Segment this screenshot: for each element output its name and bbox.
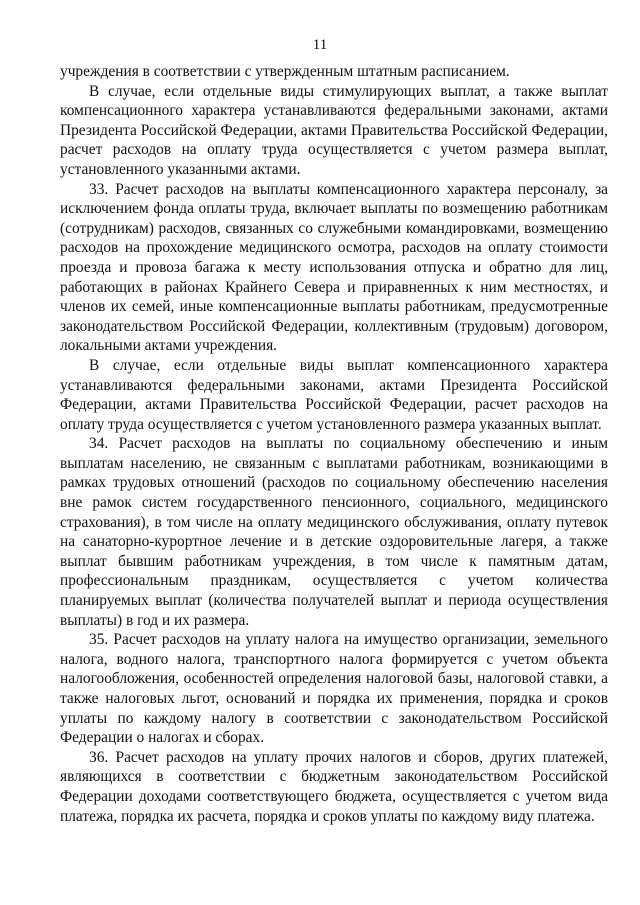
paragraph-36: 36. Расчет расходов на уплату прочих налогов и сборов, других платежей, являющихся в соответствии с бюджетным законодательством Российской Федерации доходами соответствующего бюджета, осуществляется с учетом вида платежа, порядка их расчета, порядка и сроков уплаты по каждому виду платежа. [60, 748, 608, 825]
document-body [60, 62, 608, 826]
page-number: 11 [312, 37, 328, 53]
paragraph-compensation-payments: В случае, если отдельные виды выплат компенсационного характера устанавливаются федеральными законами, актами Президента Российской Федерации, актами Правительства Российской Федерации, расчет расходов на оплату труда осуществляется с учетом установленного размера указанных выплат. [60, 356, 608, 433]
paragraph-35: 35. Расчет расходов на уплату налога на имущество организации, земельного налога, водного налога, транспортного налога формируется с учетом объекта налогообложения, особенностей определения налоговой базы, налоговой ставки, а также налоговых льгот, оснований и порядка их применения, порядка и сроков уплаты по каждому налогу в соответствии с законодательством Российской Федерации о налогах и сборах. [60, 631, 608, 747]
paragraph-34: 34. Расчет расходов на выплаты по социальному обеспечению и иным выплатам населению, не связанным с выплатами работникам, возникающими в рамках трудовых отношений (расходов по социальному обеспечению населения вне рамок систем государственного пенсионного, социального, медицинского страхования), в том числе на оплату медицинского обслуживания, оплату путевок на санаторно-курортное лечение и в детские оздоровительные лагеря, а также выплат бывшим работникам учреждения, в том числе к памятным датам, профессиональным праздникам, осуществляется с учетом количества планируемых выплат (количества получателей выплат и периода осуществления выплаты) в год и их размера. [60, 435, 608, 629]
paragraph-stimulating-payments: В случае, если отдельные виды стимулирующих выплат, а также выплат компенсационного характера устанавливаются федеральными законами, актами Президента Российской Федерации, актами Правительства Российской Федерации, расчет расходов на оплату труда осуществляется с учетом размера выплат, установленного указанными актами. [60, 82, 608, 178]
paragraph-continuation: учреждения в соответствии с утвержденным штатным расписанием. [60, 63, 510, 80]
paragraph-33: 33. Расчет расходов на выплаты компенсационного характера персоналу, за исключением фонда оплаты труда, включает выплаты по возмещению работникам (сотрудникам) расходов, связанных со служебными командировками, возмещению расходов на прохождение медицинского осмотра, расходов на оплату стоимости проезда и провоза багажа к месту использования отпуска и обратно для лиц, работающих в районах Крайнего Севера и приравненных к ним местностях, и членов их семей, иные компенсационные выплаты работникам, предусмотренные законодательством Российской Федерации, коллективным (трудовым) договором, локальными актами учреждения. [60, 180, 608, 355]
